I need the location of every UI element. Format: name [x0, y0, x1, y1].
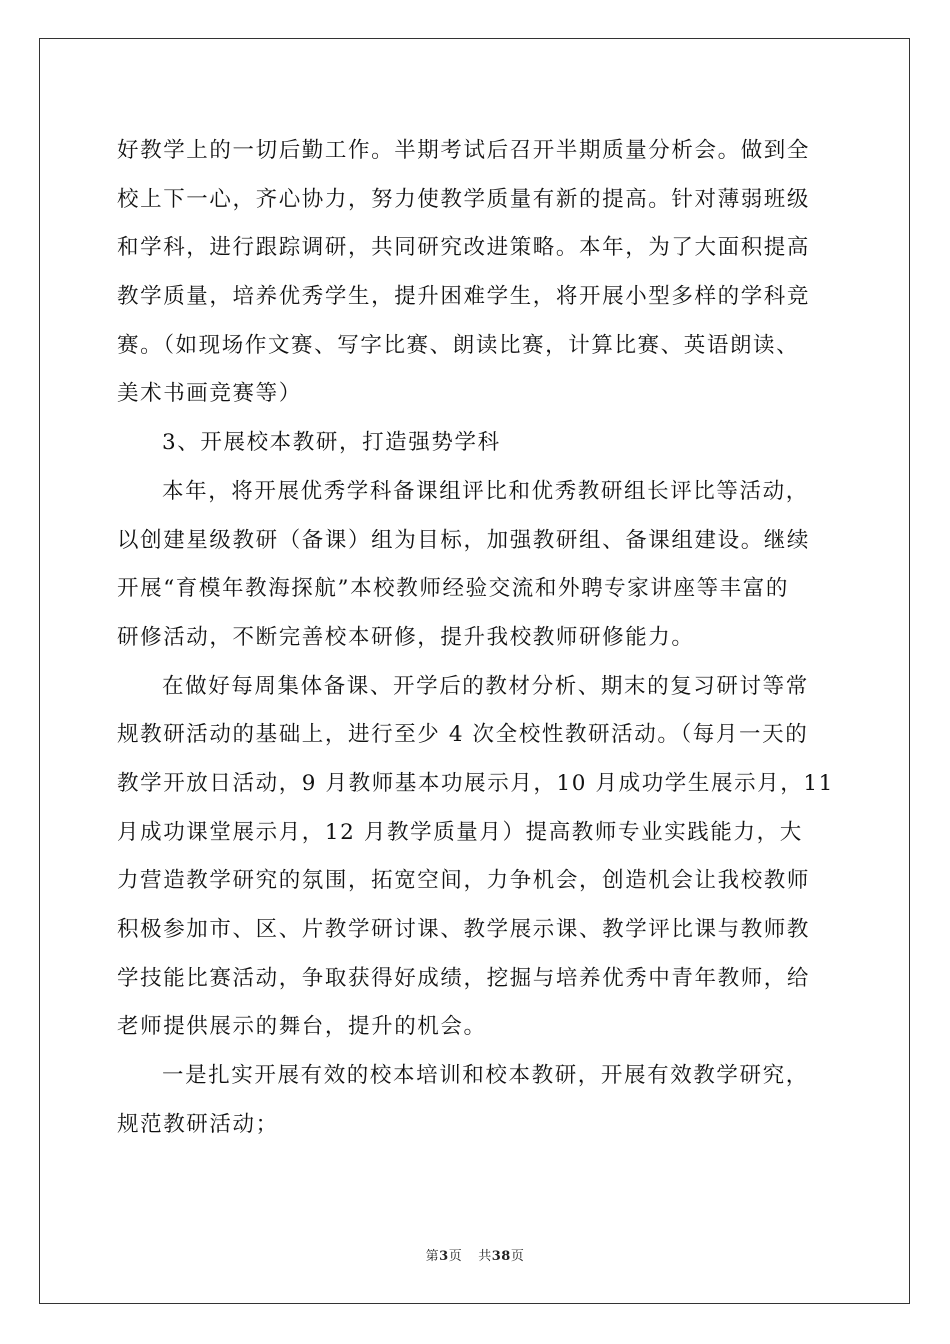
- text-line: 规教研活动的基础上，进行至少 4 次全校性教研活动。（每月一天的: [117, 722, 809, 748]
- page-suffix: 页: [448, 1249, 463, 1264]
- total-prefix: 共: [478, 1249, 492, 1264]
- page-prefix: 第: [425, 1249, 440, 1264]
- text-line: 老师提供展示的舞台，提升的机会。: [117, 1014, 487, 1040]
- text-line: 3、开展校本教研，打造强势学科: [162, 430, 501, 456]
- text-line: 一是扎实开展有效的校本培训和校本教研，开展有效教学研究，: [162, 1063, 809, 1089]
- text-line: 校上下一心，齐心协力，努力使教学质量有新的提高。针对薄弱班级: [117, 186, 811, 212]
- text-line: 积极参加市、区、片教学研讨课、教学展示课、教学评比课与教师教: [117, 917, 811, 942]
- text-line: 赛。（如现场作文赛、写字比赛、朗读比赛，计算比赛、英语朗读、: [117, 332, 800, 358]
- page-footer: [0, 1245, 950, 1264]
- text-line: 教学开放日活动，9 月教师基本功展示月，10 月成功学生展示月，11: [117, 770, 834, 796]
- text-line: 本年，将开展优秀学科备课组评比和优秀教研组长评比等活动，: [162, 478, 809, 504]
- total-pages: 38: [491, 1249, 511, 1264]
- page-number: 3: [439, 1249, 449, 1264]
- text-line: 和学科，进行跟踪调研，共同研究改进策略。本年，为了大面积提高: [117, 235, 811, 261]
- text-line: 美术书画竞赛等）: [117, 381, 302, 407]
- text-line: 在做好每周集体备课、开学后的教材分析、期末的复习研讨等常: [162, 673, 809, 699]
- text-line: 学技能比赛活动，争取获得好成绩，挖掘与培养优秀中青年教师，给: [117, 965, 811, 991]
- document-body: [117, 127, 837, 1149]
- text-line: 规范教研活动；: [117, 1111, 279, 1137]
- text-line: 力营造教学研究的氛围，拓宽空间，力争机会，创造机会让我校教师: [117, 868, 811, 894]
- text-line: 以创建星级教研（备课）组为目标，加强教研组、备课组建设。继续: [117, 527, 811, 553]
- text-line: 研修活动，不断完善校本研修，提升我校教师研修能力。: [117, 624, 695, 650]
- text-line: 月成功课堂展示月，12 月教学质量月）提高教师专业实践能力，大: [117, 819, 803, 845]
- text-line: 开展“育模年教海探航”本校教师经验交流和外聘专家讲座等丰富的: [117, 576, 789, 602]
- text-line: 教学质量，培养优秀学生，提升困难学生，将开展小型多样的学科竞: [117, 284, 811, 310]
- text-line: 好教学上的一切后勤工作。半期考试后召开半期质量分析会。做到全: [117, 138, 811, 163]
- total-suffix: 页: [510, 1249, 525, 1264]
